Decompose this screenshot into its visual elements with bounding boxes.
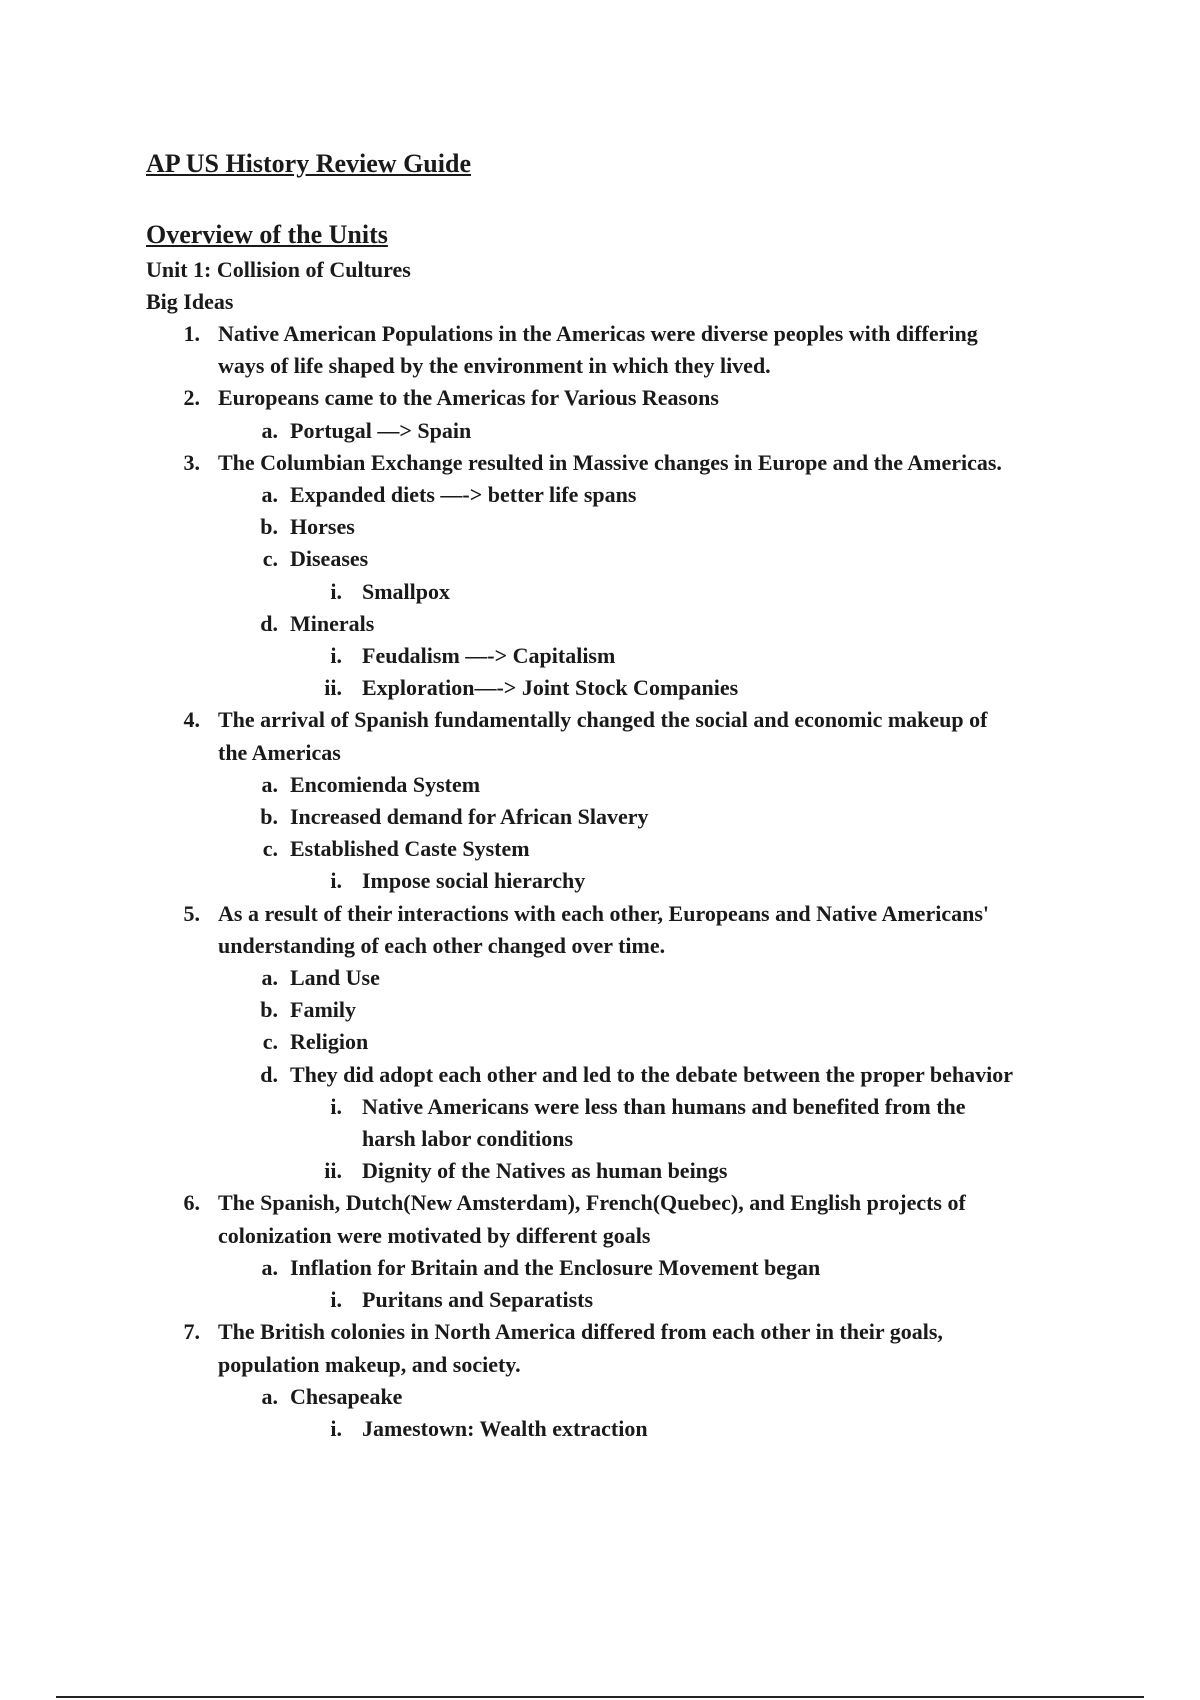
outline-item-text: Increased demand for African Slavery (290, 804, 649, 830)
outline-item-marker: 5. (183, 900, 200, 926)
outline-item (146, 1381, 1106, 1413)
outline-item (146, 1123, 1106, 1155)
outline-item (146, 801, 1106, 833)
outline-item (146, 447, 1106, 479)
document-content (146, 142, 1106, 1445)
outline-item (146, 1316, 1106, 1348)
outline-item-text: Smallpox (362, 578, 451, 604)
outline-item-text: Land Use (290, 965, 380, 991)
outline-item-marker: i. (330, 643, 342, 669)
outline-item (146, 1284, 1106, 1316)
unit-title: Unit 1: Collision of Cultures (146, 257, 411, 282)
outline-item-text: Minerals (290, 610, 375, 636)
outline-item-text: Established Caste System (290, 836, 530, 862)
outline-item-text: Inflation for Britain and the Enclosure Movement began (290, 1254, 821, 1280)
outline-item-text: The arrival of Spanish fundamentally changed the social and economic makeup of (218, 707, 988, 733)
outline-item-marker: i. (330, 1287, 342, 1313)
outline-item-text: Impose social hierarchy (362, 868, 586, 894)
outline-item-text: population makeup, and society. (218, 1351, 521, 1377)
outline-item (146, 833, 1106, 865)
outline-item-marker: d. (260, 1061, 278, 1087)
outline-item-marker: a. (261, 417, 278, 443)
outline-item-text: Expanded diets —-> better life spans (290, 482, 637, 508)
outline-item-text: The Spanish, Dutch(New Amsterdam), French(Quebec), and English projects of (218, 1190, 966, 1216)
outline-item (146, 1026, 1106, 1058)
page-bottom-divider (56, 1696, 1144, 1698)
outline-item (146, 898, 1106, 930)
outline-item (146, 1091, 1106, 1123)
outline-item (146, 543, 1106, 575)
outline-item-marker: d. (260, 610, 278, 636)
outline-item-text: Family (290, 997, 356, 1023)
outline-item-marker: a. (261, 1383, 278, 1409)
outline-item-text: Encomienda System (290, 771, 481, 797)
outline-item-text: Exploration—-> Joint Stock Companies (362, 675, 739, 701)
outline-item-text: harsh labor conditions (362, 1126, 574, 1152)
outline-item-text: Diseases (290, 546, 369, 572)
outline-item-marker: ii. (324, 1158, 342, 1184)
outline-item (146, 479, 1106, 511)
outline-item-text: ways of life shaped by the environment in which they lived. (218, 353, 771, 379)
outline-item-marker: c. (262, 546, 278, 572)
outline-item-marker: 6. (183, 1190, 200, 1216)
outline-item (146, 1059, 1106, 1091)
outline-item (146, 415, 1106, 447)
outline-item (146, 672, 1106, 704)
outline-item-text: Jamestown: Wealth extraction (362, 1415, 648, 1441)
outline-item-marker: 7. (183, 1319, 200, 1345)
outline-item (146, 1413, 1106, 1445)
outline-item (146, 962, 1106, 994)
outline-item (146, 318, 1106, 350)
outline-item-text: Native American Populations in the Americas were diverse peoples with differing (218, 321, 978, 346)
outline-item (146, 1349, 1106, 1381)
outline-item (146, 640, 1106, 672)
outline-item (146, 769, 1106, 801)
outline-item (146, 1155, 1106, 1187)
outline-item-marker: i. (330, 1093, 342, 1119)
outline-item-marker: a. (261, 965, 278, 991)
section-title: Overview of the Units (146, 220, 388, 249)
outline-item-marker: a. (261, 1254, 278, 1280)
outline-item-marker: b. (260, 997, 278, 1023)
outline-item (146, 511, 1106, 543)
outline-item (146, 1252, 1106, 1284)
outline-item-marker: 1. (183, 321, 200, 346)
outline-item-text: understanding of each other changed over time. (218, 932, 666, 958)
outline-item-marker: ii. (324, 675, 342, 701)
outline-item-marker: c. (262, 836, 278, 862)
outline-item (146, 382, 1106, 414)
outline-item-text: Dignity of the Natives as human beings (362, 1158, 728, 1184)
outline-item (146, 576, 1106, 608)
outline-item-text: Horses (290, 514, 355, 540)
outline-item-text: Native Americans were less than humans and benefited from the (362, 1093, 966, 1119)
outline-item-text: They did adopt each other and led to the debate between the proper behavior (290, 1061, 1013, 1087)
outline-item-marker: 2. (183, 385, 200, 411)
document-title: AP US History Review Guide (146, 149, 471, 178)
outline-item-text: Feudalism —-> Capitalism (362, 643, 616, 669)
outline-item (146, 930, 1106, 962)
outline-item-text: Portugal —> Spain (290, 417, 472, 443)
outline-item-text: colonization were motivated by different goals (218, 1222, 651, 1248)
outline-item-marker: 3. (183, 449, 200, 475)
outline-item-marker: 4. (183, 707, 200, 733)
outline-item (146, 608, 1106, 640)
outline-item-text: The Columbian Exchange resulted in Massive changes in Europe and the Americas. (218, 449, 1002, 475)
outline-item (146, 1187, 1106, 1219)
outline-item (146, 865, 1106, 897)
outline-item-text: Europeans came to the Americas for Various Reasons (218, 385, 719, 411)
outline-item (146, 737, 1106, 769)
outline-item-text: the Americas (218, 739, 341, 765)
outline-item-text: Chesapeake (290, 1383, 403, 1409)
subheading-big-ideas: Big Ideas (146, 289, 234, 314)
outline-item-marker: a. (261, 482, 278, 508)
outline-item-text: The British colonies in North America differed from each other in their goals, (218, 1319, 943, 1345)
outline-item-marker: i. (330, 868, 342, 894)
outline-item-marker: i. (330, 578, 342, 604)
outline-item-marker: b. (260, 804, 278, 830)
outline-item-marker: a. (261, 771, 278, 797)
outline-item (146, 1220, 1106, 1252)
outline-item (146, 350, 1106, 382)
outline-item-marker: i. (330, 1415, 342, 1441)
outline-item (146, 994, 1106, 1026)
outline-item-text: Puritans and Separatists (362, 1287, 594, 1313)
outline-list (146, 318, 1106, 1445)
outline-item-text: Religion (290, 1029, 369, 1055)
outline-item-marker: b. (260, 514, 278, 540)
outline-item-text: As a result of their interactions with each other, Europeans and Native Americans' (218, 900, 989, 926)
outline-item (146, 704, 1106, 736)
outline-item-marker: c. (262, 1029, 278, 1055)
